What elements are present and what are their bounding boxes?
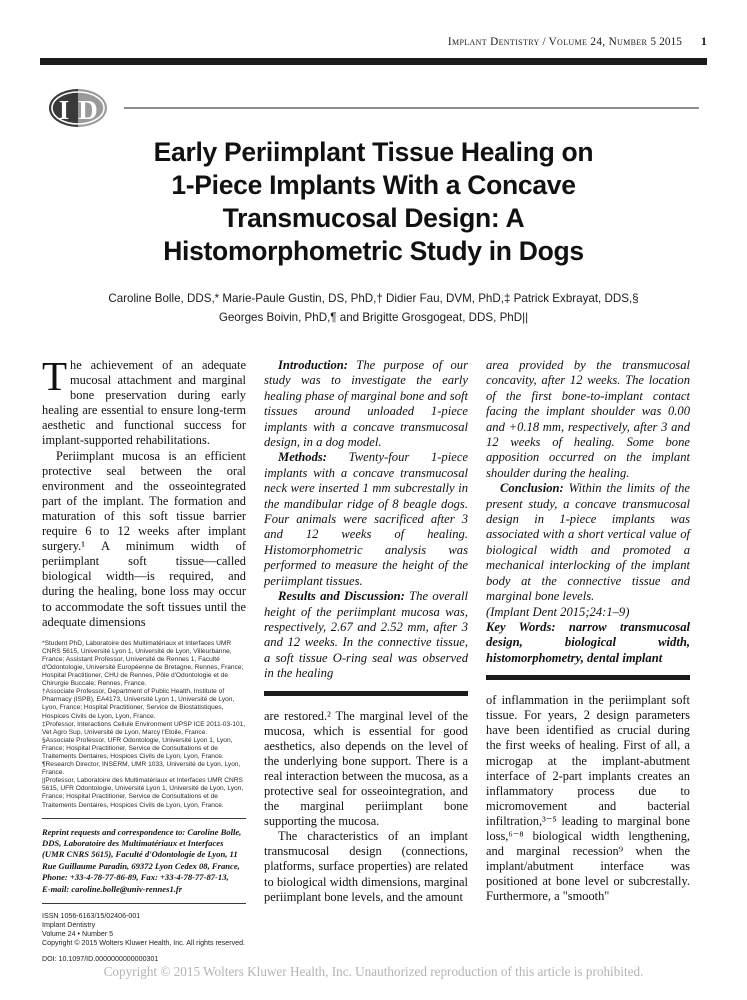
article-columns (42, 353, 705, 964)
title-line-1: Early Periimplant Tissue Healing on (153, 137, 594, 167)
footnote-item: ||Professor, Laboratoire des Multimatériaux et Interfaces UMR CNRS 5615, UFR Odontologie, Université Lyon 1, Université de Lyon, Lyon, France; Hospital Practitioner, Service de Consultations et de Traitements Dentaires, Hospices Civils de Lyon, Lyon, France. (42, 777, 244, 809)
issn-block (42, 912, 246, 964)
abstract-results-text: The overall height of the periimplant mucosa was, respectively, 2.67 and 2.52 mm, after 3 and 12 weeks. In the connective tissue, a soft tissue O-ring seal was observed in the healing (264, 589, 468, 681)
abstract-introduction-text: The purpose of our study was to investigate the early healing phase of marginal bone and soft tissues around unloaded 1-piece implants with a concave transmucosal design, in a dog model. (264, 358, 468, 450)
abstract-introduction-label: Introduction: (278, 358, 348, 372)
running-head-year: 2015 (659, 36, 682, 48)
footnote-item: †Associate Professor, Department of Public Health, Institute of Pharmacy (ISPB), EA4173, Université Lyon 1, Université de Lyon, Lyon, France; Hospital Practitioner, Service de Biostatistiques, Hospices Civils de Lyon, Lyon, France. (42, 688, 235, 720)
author-line-2: Georges Boivin, PhD,¶ and Brigitte Grosgogeat, DDS, PhD|| (218, 311, 529, 324)
intro-paragraph-1-text: he achievement of an adequate mucosal attachment and marginal bone preservation during early healing are essential to ensure long-term aesthetic and functional success for implant-supported rehabilitations. (42, 358, 246, 448)
abstract-methods (264, 450, 468, 589)
running-head-separator: / (542, 36, 546, 48)
author-line-1: Caroline Bolle, DDS,* Marie-Paule Gustin, DS, PhD,† Didier Fau, DVM, PhD,‡ Patrick Exbrayat, DDS,§ (108, 292, 639, 305)
body-paragraph-c2-1: are restored.² The marginal level of the mucosa, which is essential for good aesthetics, also depends on the level of the underlying bone support. There is a real interaction between the mucosa, as a protective seal for osseointegration, and the marginal periimplant bone supporting the mucosa. (264, 708, 468, 829)
column-2-body (264, 709, 468, 905)
reprint-line: DDS, Laboratoire des Multimatériaux et Interfaces (42, 838, 224, 849)
abstract-keywords-label: Key Words: (486, 619, 556, 634)
footer-copyright: Copyright © 2015 Wolters Kluwer Health, Inc. Unauthorized reproduction of this article is prohibited. (103, 964, 644, 979)
implant-dentistry-logo-icon (48, 88, 108, 128)
title-line-4: Histomorphometric Study in Dogs (163, 236, 584, 266)
reprint-email[interactable]: E-mail: caroline.bolle@univ-rennes1.fr (42, 883, 183, 894)
issn-copyright: Copyright © 2015 Wolters Kluwer Health, Inc. All rights reserved. (42, 939, 246, 948)
drop-cap: T (42, 353, 68, 399)
abstract-keywords (486, 620, 690, 666)
abstract-methods-label: Methods: (278, 450, 327, 465)
running-head-journal: Implant Dentistry (447, 36, 540, 48)
abstract-results-label: Results and Discussion: (278, 589, 405, 604)
running-head-volume: Volume 24, Number 5 (548, 36, 657, 48)
logo-row (48, 88, 707, 132)
author-list (62, 289, 685, 327)
reprint-line: Reprint requests and correspondence to: Caroline Bolle, (42, 826, 242, 837)
abstract-methods-text: Twenty-four 1-piece implants with a concave transmucosal neck were inserted 1 mm subcrestally in the mandibular ridge of 8 beagle dogs. Four animals were sacrificed after 3 and 12 weeks of healing. Histomorphometric analysis was performed to measure the height of the periimplant tissues. (264, 450, 468, 588)
abstract-part-1 (264, 358, 468, 682)
abstract-part-2 (486, 358, 690, 666)
page-number: 1 (700, 34, 707, 48)
title-line-2: 1-Piece Implants With a Concave (171, 170, 576, 200)
footnote-item: §Associate Professor, UFR Odontologie, Université Lyon 1, Lyon, France; Hospital Practitioner, Service de Consultations et de Traitements Dentaires, Hospices Civils de Lyon, Lyon, France. (42, 736, 233, 760)
abstract-results (264, 589, 468, 681)
page-title (70, 136, 677, 268)
intro-paragraph-2: Periimplant mucosa is an efficient protective seal between the oral environment and the osseointegrated part of the implant. The formation and maturation of this soft tissue barrier require 6 to 12 weeks after implant surgery.¹ A minimum width of periimplant soft tissue—called biological width—is required, and during the healing, bone loss may occur to accommodate the soft tissues until the adequate dimensions (42, 448, 246, 629)
body-paragraph-c2-2: The characteristics of an implant transmucosal design (connections, platforms, surface properties) are related to biological width dimensions, marginal periimplant bone levels, and the amount (264, 829, 468, 904)
footnote-item: ‡Professor, Interactions Cellule Environment UPSP ICE 2011-03-101, Vet Agro Sup, Université de Lyon, Marcy l'Etoile, France. (42, 720, 246, 736)
reprint-line: (UMR CNRS 5615), Faculté d'Odontologie de Lyon, 11 (42, 849, 238, 860)
footnote-item: *Student PhD, Laboratoire des Multimatériaux et Interfaces UMR CNRS 5615, Université Lyon 1, Université de Lyon, Villeurbanne, France; Assistant Professor, Université de Rennes 1, Faculté d'Odontologie, Université Européenne de Bretagne, Rennes, France; Hospital Practitioner, CHU de Rennes, Pôle d'Odontologie et de Chirurgie Buccale, Rennes, France. (42, 639, 244, 688)
svg-text:D: D (78, 95, 98, 125)
running-head (40, 34, 707, 49)
intro-text (42, 353, 246, 630)
reprint-line: Rue Guillaume Paradin, 69372 Lyon Cedex 08, France, (42, 860, 240, 871)
footnote-divider-bottom (42, 903, 246, 904)
doi[interactable]: DOI: 10.1097/ID.0000000000000301 (42, 955, 159, 964)
affiliation-footnotes (42, 640, 246, 810)
issn-journal: Implant Dentistry (42, 921, 96, 930)
column-3 (486, 358, 690, 904)
column-3-body (486, 693, 690, 904)
logo-divider (124, 107, 699, 109)
title-line-3: Transmucosal Design: A (222, 203, 525, 233)
intro-paragraph-1 (42, 353, 246, 449)
header-rule (40, 58, 707, 65)
abstract-conclusion-text: Within the limits of the present study, a concave transmucosal design in 1-piece implants was associated with a short vertical value of biological width and promoted a mechanical interlocking of the implant body at the connective tissue and marginal bone levels. (486, 481, 690, 604)
column-2 (264, 358, 468, 905)
abstract-results-continued: area provided by the transmucosal concavity, after 12 weeks. The location of the first bone-to-implant contact facing the implant shoulder was 0.00 and +0.18 mm, respectively, after 3 and 12 weeks of healing. Some bone apposition occurred on the implant shoulder during the healing. (486, 358, 690, 480)
abstract-introduction (264, 358, 468, 450)
abstract-rule-col3 (486, 675, 690, 680)
abstract-citation: (Implant Dent 2015;24:1–9) (486, 604, 630, 619)
column-1 (42, 353, 246, 964)
issn-volume: Volume 24 • Number 5 (42, 930, 114, 939)
footnote-divider-top (42, 818, 246, 819)
issn-number: ISSN 1056-6163/15/02406-001 (42, 912, 141, 921)
footnote-item: ¶Research Director, INSERM, UMR 1033, Université de Lyon, Lyon, France. (42, 761, 241, 777)
abstract-conclusion-label: Conclusion: (500, 481, 564, 496)
abstract-keywords-text: narrow transmucosal design, biological width, histomorphometry, dental implant (486, 619, 690, 665)
abstract-conclusion (486, 481, 690, 604)
abstract-rule-col2 (264, 691, 468, 696)
body-paragraph-c3-1: of inflammation in the periimplant soft tissue. For years, 2 design parameters have been identified as crucial during the first weeks of healing. First of all, a microgap at the implant-abutment interface of 2-part implants creates an inflammatory process due to micromovement and bacterial infiltration,³⁻⁵ leading to marginal bone loss,⁶⁻⁸ biological width lengthening, and marginal recession⁹ when the implant/abutment interface was positioned at bone level or subcrestally. Furthermore, a "smooth" (486, 693, 690, 904)
svg-text:I: I (58, 95, 70, 125)
reprint-requests (42, 827, 246, 895)
reprint-line: Phone: +33-4-78-77-86-89, Fax: +33-4-78-77-87-13, (42, 872, 229, 883)
